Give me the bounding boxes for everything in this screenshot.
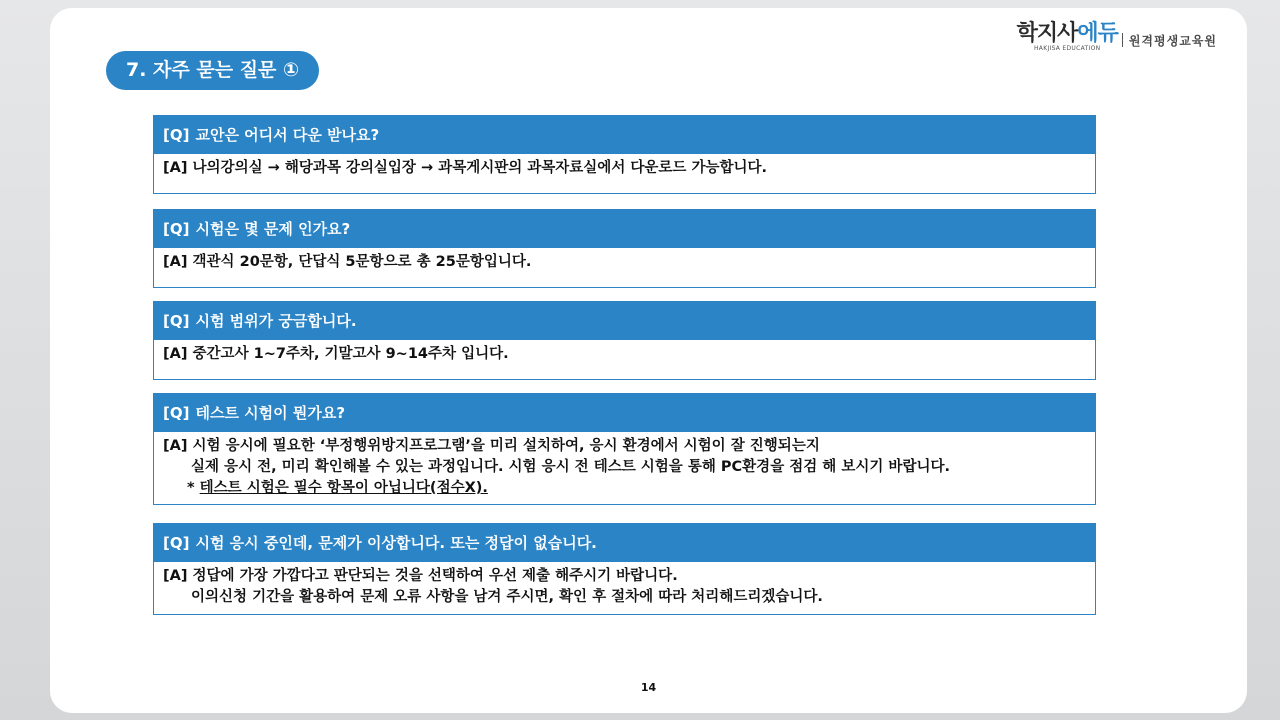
faq-answer — [154, 154, 1095, 179]
logo-tagline: 원격평생교육원 — [1128, 34, 1217, 48]
answer-text: 객관식 20문항, 단답식 5문항으로 총 25문항입니다. — [192, 254, 532, 270]
question-tag: [Q] — [163, 404, 190, 422]
faq-answer — [154, 340, 1095, 365]
question-tag: [Q] — [163, 220, 190, 238]
faq-item — [153, 301, 1096, 380]
faq-item — [153, 393, 1096, 505]
answer-line — [163, 252, 1086, 273]
answer-line — [163, 566, 1086, 587]
slide — [50, 8, 1247, 713]
section-title: 7. 자주 묻는 질문 ① — [106, 51, 319, 90]
faq-item — [153, 209, 1096, 288]
question-text: 교안은 어디서 다운 받나요? — [195, 126, 380, 144]
question-tag: [Q] — [163, 534, 190, 552]
faq-question — [154, 524, 1095, 562]
faq-answer — [154, 248, 1095, 273]
logo-brand-dark: 학지사 — [1016, 21, 1078, 46]
answer-tag: [A] — [163, 568, 188, 584]
logo-divider — [1122, 33, 1123, 47]
answer-line — [163, 158, 1086, 179]
question-tag: [Q] — [163, 126, 190, 144]
logo-mark — [1017, 22, 1118, 53]
note-text: 테스트 시험은 필수 항목이 아닙니다(점수X). — [199, 480, 488, 496]
faq-answer — [154, 432, 1095, 499]
answer-line: 이의신청 기간을 활용하여 문제 오류 사항을 남겨 주시면, 확인 후 절차에 따라 처리해드리겠습니다. — [191, 589, 823, 605]
faq-question — [154, 210, 1095, 248]
logo-wordmark — [1017, 22, 1118, 46]
answer-tag: [A] — [163, 160, 188, 176]
faq-answer — [154, 562, 1095, 608]
faq-question — [154, 116, 1095, 154]
answer-text: 정답에 가장 가깝다고 판단되는 것을 선택하여 우선 제출 해주시기 바랍니다. — [192, 568, 678, 584]
brand-logo — [1017, 22, 1217, 58]
question-text: 시험 범위가 궁금합니다. — [195, 312, 357, 330]
answer-text: 시험 응시에 필요한 ‘부정행위방지프로그램’을 미리 설치하여, 응시 환경에서 시험이 잘 진행되는지 — [192, 438, 820, 454]
question-text: 시험 응시 중인데, 문제가 이상합니다. 또는 정답이 없습니다. — [195, 534, 597, 552]
question-text: 시험은 몇 문제 인가요? — [195, 220, 351, 238]
answer-tag: [A] — [163, 254, 188, 270]
logo-english-name: HAKJISA EDUCATION — [1034, 45, 1101, 52]
answer-tag: [A] — [163, 438, 188, 454]
answer-text: 나의강의실 → 해당과목 강의실입장 → 과목게시판의 과목자료실에서 다운로드 가능합니다. — [192, 160, 767, 176]
answer-note — [163, 478, 1086, 499]
page-number: 14 — [640, 681, 657, 694]
logo-brand-blue: 에듀 — [1077, 21, 1118, 46]
faq-item — [153, 523, 1096, 615]
answer-text: 중간고사 1~7주차, 기말고사 9~14주차 입니다. — [192, 346, 509, 362]
answer-line — [163, 344, 1086, 365]
answer-tag: [A] — [163, 346, 188, 362]
answer-line: 실제 응시 전, 미리 확인해볼 수 있는 과정입니다. 시험 응시 전 테스트 시험을 통해 PC환경을 점검 해 보시기 바랍니다. — [191, 459, 950, 475]
note-bullet: * — [187, 480, 200, 496]
faq-item — [153, 115, 1096, 194]
question-tag: [Q] — [163, 312, 190, 330]
faq-question — [154, 394, 1095, 432]
answer-line — [163, 436, 1086, 457]
question-text: 테스트 시험이 뭔가요? — [195, 404, 346, 422]
faq-question — [154, 302, 1095, 340]
